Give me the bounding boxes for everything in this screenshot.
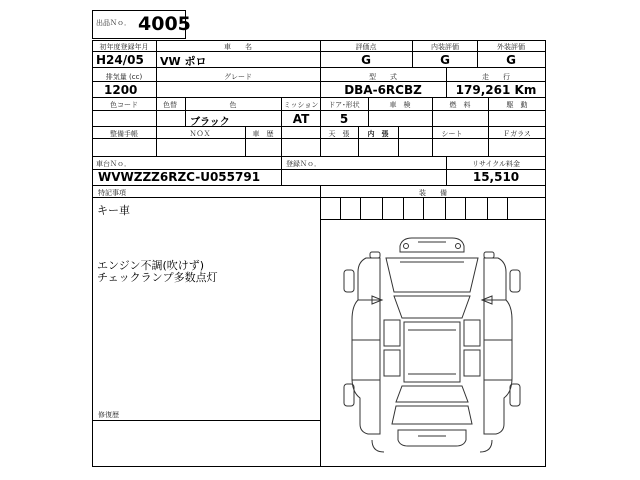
mission-value: AT xyxy=(292,112,310,126)
remark-line-3: チェックランプ多数点灯 xyxy=(97,271,218,284)
nox-label: ＮＯＸ xyxy=(189,130,211,138)
score-value: G xyxy=(361,53,371,67)
displacement-label: 排気量 (cc) xyxy=(105,73,143,81)
car-name-value: VW ポロ xyxy=(160,55,207,68)
drive-label: 駆 動 xyxy=(506,101,528,109)
recycle-fee-value: 15,510 xyxy=(472,170,520,184)
equipment-label: 装 備 xyxy=(419,189,447,197)
windshield-label: Ｆガラス xyxy=(503,130,531,138)
remarks-label: 特記事項 xyxy=(98,189,126,197)
exterior-score-value: G xyxy=(506,53,516,67)
interior-trim-label: 内 張 xyxy=(367,130,389,138)
score-label: 評価点 xyxy=(355,43,377,51)
registration-number-label: 登録Ｎｏ． xyxy=(286,160,321,168)
color-label: 色 xyxy=(229,101,237,109)
remark-line-2: エンジン不調(吹けず) xyxy=(97,259,205,272)
remark-line-1: キー車 xyxy=(97,204,130,217)
inspection-label: 車 検 xyxy=(389,101,411,109)
interior-score-value: G xyxy=(440,53,450,67)
chassis-number-value: WVWZZZ6RZC-U055791 xyxy=(98,170,261,184)
headliner-label: 天 張 xyxy=(328,130,350,138)
interior-score-label: 内装評価 xyxy=(431,43,459,51)
color-value: ブラック xyxy=(190,117,230,128)
lot-number-label: 出品Ｎｏ． xyxy=(96,19,131,27)
model-code-label: 型 式 xyxy=(369,73,397,81)
door-value: 5 xyxy=(339,112,349,126)
recycle-fee-label: リサイクル料金 xyxy=(471,160,521,168)
first-registration-value: H24/05 xyxy=(96,53,144,67)
car-history-label: 車 歴 xyxy=(252,130,274,138)
exterior-score-label: 外装評価 xyxy=(497,43,525,51)
color-change-label: 色替 xyxy=(163,101,177,109)
door-label: ドア･形状 xyxy=(328,101,360,109)
car-diagram xyxy=(344,238,520,452)
mission-label: ミッション xyxy=(283,101,319,109)
color-code-label: 色コード xyxy=(110,101,138,109)
mileage-value: 179,261 Km xyxy=(455,83,537,97)
displacement-value: 1200 xyxy=(104,83,138,97)
grade-label: グレード xyxy=(224,73,252,81)
lot-number: 4005 xyxy=(138,13,191,35)
maintenance-record-label: 整備手帳 xyxy=(110,130,138,138)
car-name-label: 車 名 xyxy=(224,43,252,51)
first-registration-label: 初年度登録年月 xyxy=(99,43,149,51)
seat-label: シート xyxy=(441,130,463,138)
mileage-label: 走 行 xyxy=(482,73,510,81)
fuel-label: 燃 料 xyxy=(449,101,471,109)
chassis-number-label: 車台Ｎｏ． xyxy=(96,160,131,168)
repair-history-label: 修復歴 xyxy=(98,411,119,419)
model-code-value: DBA-6RCBZ xyxy=(344,83,422,97)
